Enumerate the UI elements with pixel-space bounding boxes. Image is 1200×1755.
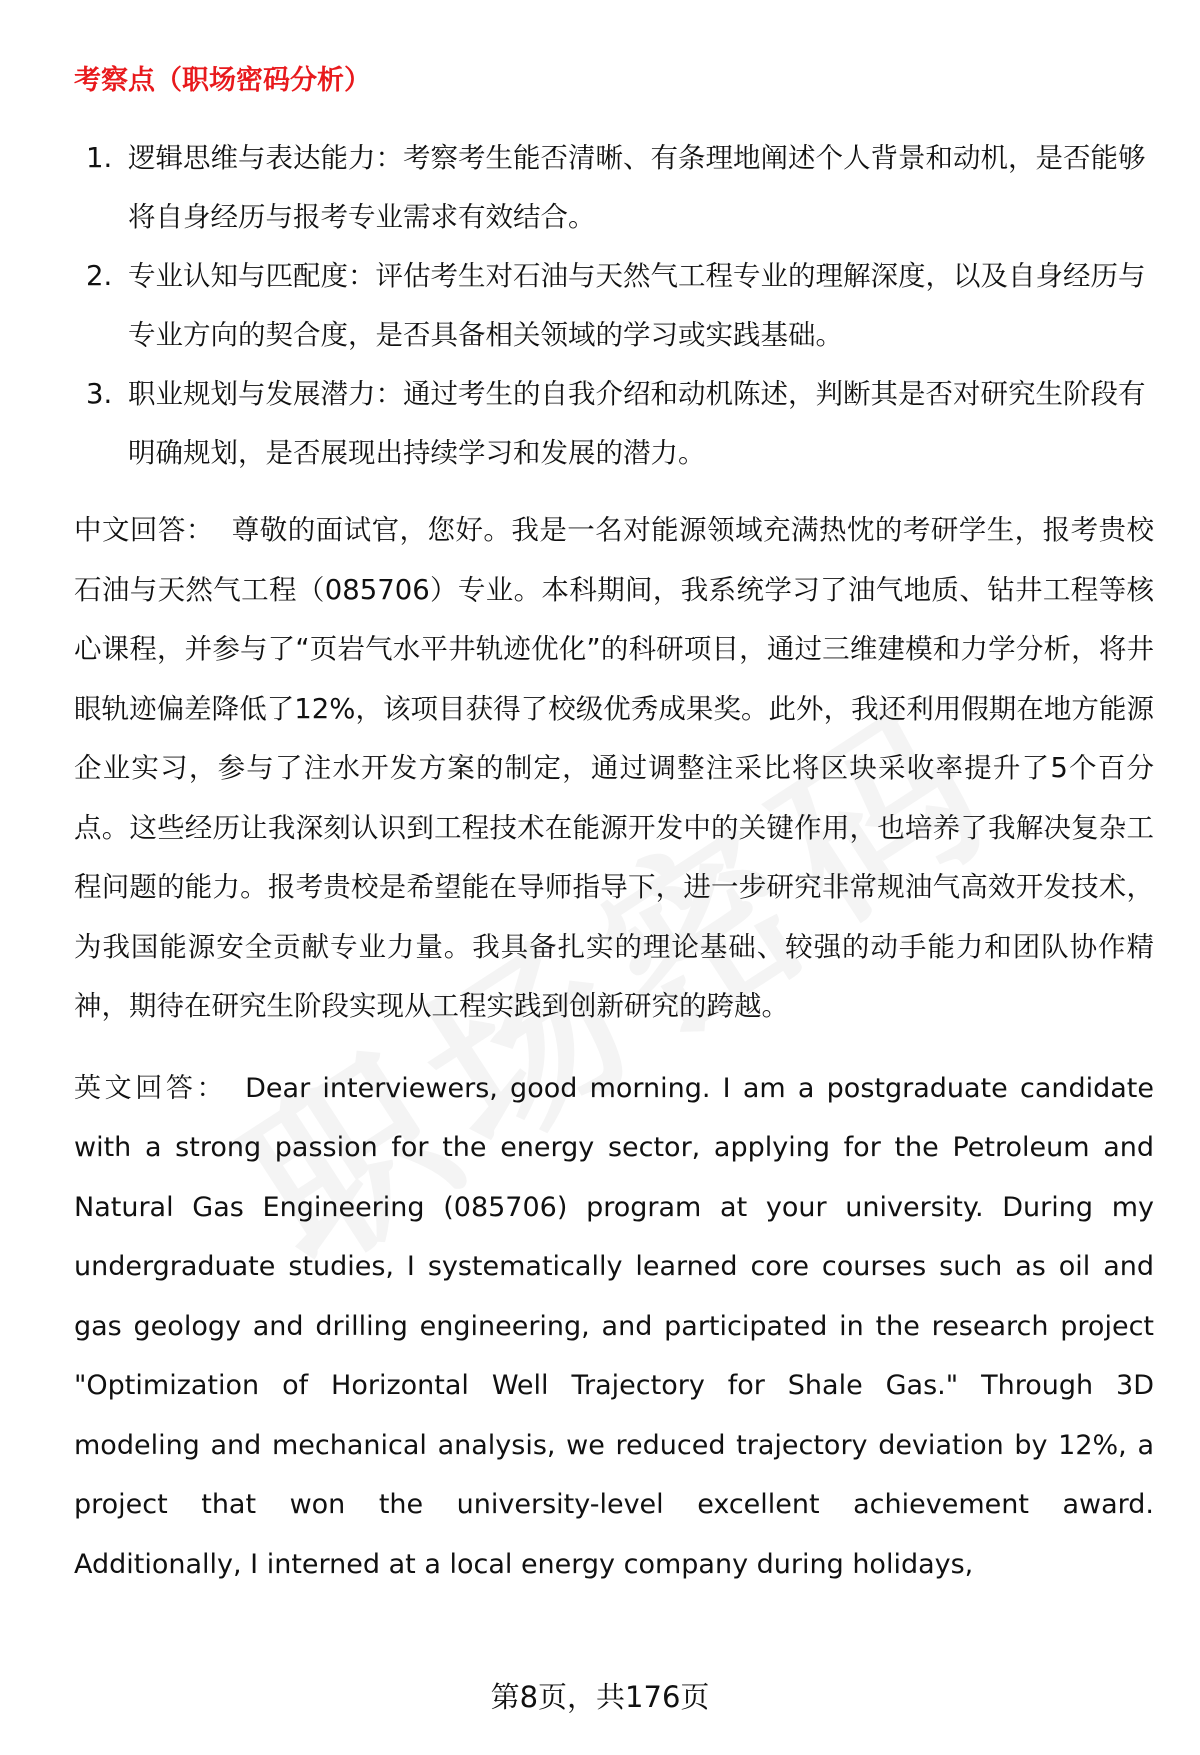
english-answer-paragraph <box>74 1059 1154 1595</box>
list-item <box>74 129 1154 247</box>
chinese-answer-text: 尊敬的面试官，您好。我是一名对能源领域充满热忱的考研学生，报考贵校石油与天然气工程（085706）专业。本科期间，我系统学习了油气地质、钻井工程等核心课程，并参与了“页岩气水平井轨迹优化”的科研项目，通过三维建模和力学分析，将井眼轨迹偏差降低了12%，该项目获得了校级优秀成果奖。此外，我还利用假期在地方能源企业实习，参与了注水开发方案的制定，通过调整注采比将区块采收率提升了5个百分点。这些经历让我深刻认识到工程技术在能源开发中的关键作用，也培养了我解决复杂工程问题的能力。报考贵校是希望能在导师指导下，进一步研究非常规油气高效开发技术，为我国能源安全贡献专业力量。我具备扎实的理论基础、较强的动手能力和团队协作精神，期待在研究生阶段实现从工程实践到创新研究的跨越。 <box>74 514 1154 1022</box>
list-item-text: 逻辑思维与表达能力：考察考生能否清晰、有条理地阐述个人背景和动机，是否能够将自身经历与报考专业需求有效结合。 <box>128 142 1146 233</box>
chinese-answer-paragraph <box>74 501 1154 1037</box>
list-item <box>74 247 1154 365</box>
chinese-answer-label: 中文回答： <box>74 514 214 546</box>
list-item-text: 专业认知与匹配度：评估考生对石油与天然气工程专业的理解深度，以及自身经历与专业方向的契合度，是否具备相关领域的学习或实践基础。 <box>128 260 1146 351</box>
assessment-points-list <box>74 129 1154 483</box>
list-item <box>74 365 1154 483</box>
list-item-number: 2. <box>86 260 113 292</box>
list-item-text: 职业规划与发展潜力：通过考生的自我介绍和动机陈述，判断其是否对研究生阶段有明确规划，是否展现出持续学习和发展的潜力。 <box>128 378 1146 469</box>
list-item-number: 3. <box>86 378 113 410</box>
english-answer-text: Dear interviewers, good morning. I am a postgraduate candidate with a strong passion for the energy sector, applying for the Petroleum and Natural Gas Engineering (085706) program at your university. During my undergraduate studies, I systematically learned core courses such as oil and gas geology and drilling engineering, and participated in the research project "Optimization of Horizontal Well Trajectory for Shale Gas." Through 3D modeling and mechanical analysis, we reduced trajectory deviation by 12%, a project that won the university-level excellent achievement award. Additionally, I interned at a local energy company during holidays, <box>74 1072 1154 1580</box>
page-number-footer: 第8页，共176页 <box>490 1680 710 1714</box>
list-item-number: 1. <box>86 142 113 174</box>
document-page <box>74 55 1154 1594</box>
section-title: 考察点（职场密码分析） <box>74 65 371 96</box>
english-answer-label: 英文回答： <box>74 1072 228 1104</box>
